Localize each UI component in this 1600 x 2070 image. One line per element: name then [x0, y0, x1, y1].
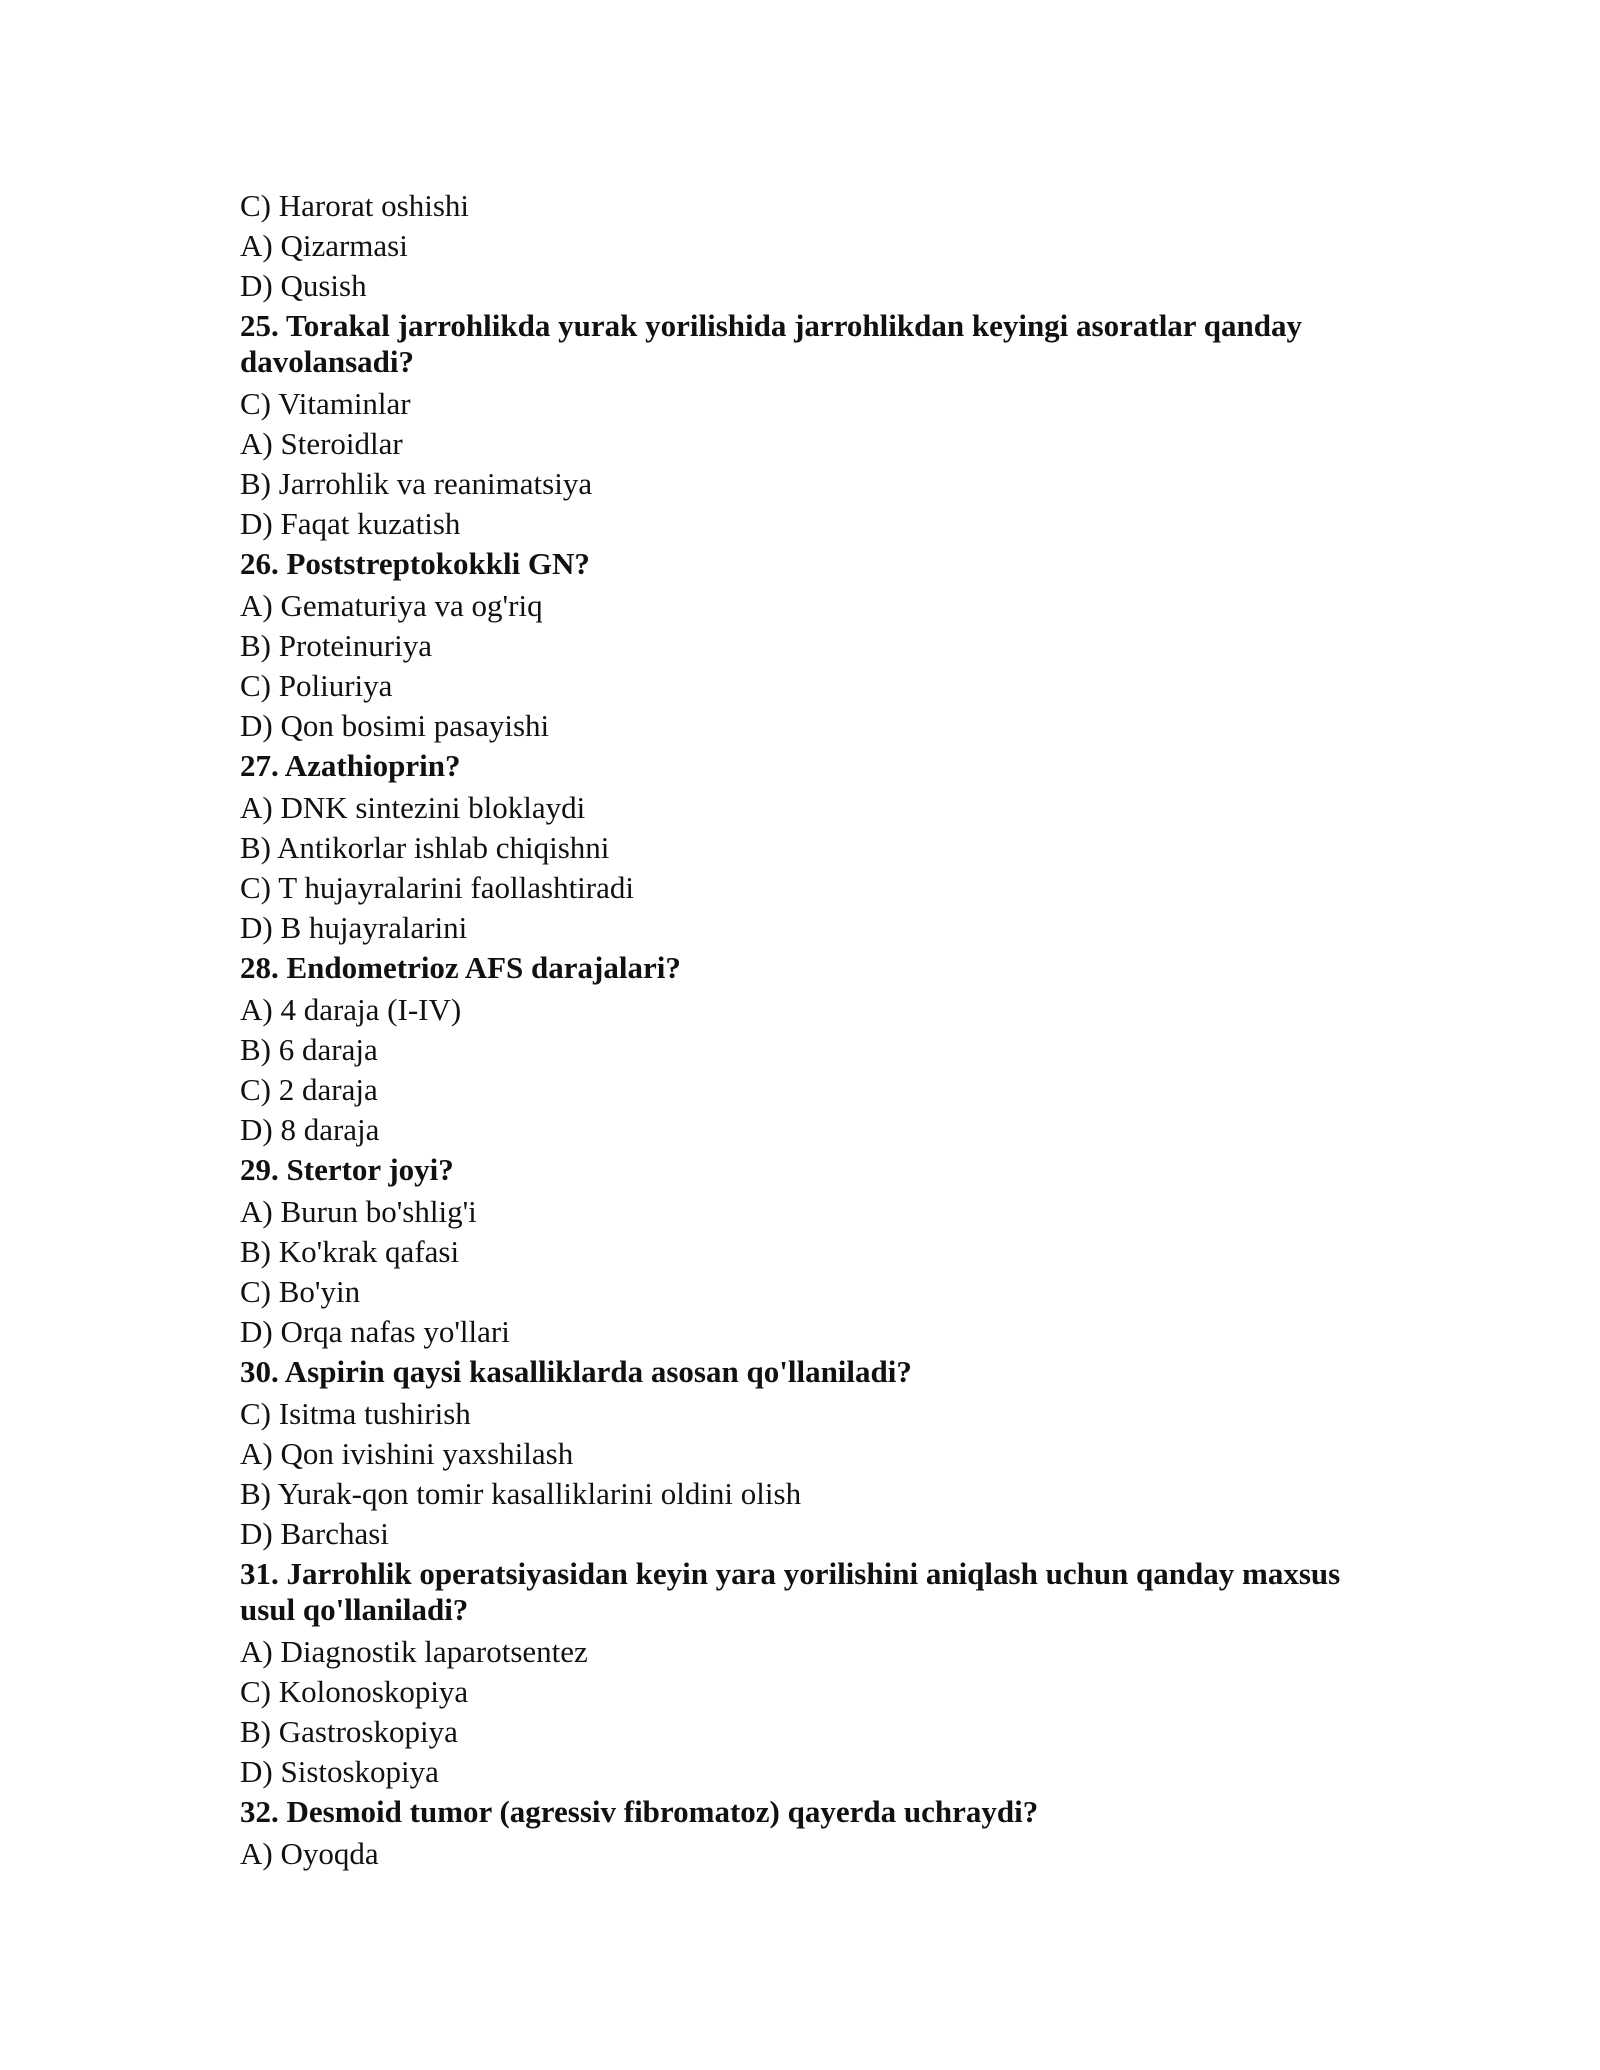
quiz-content — [240, 186, 1390, 1874]
answer-option: C) Harorat oshishi — [240, 188, 470, 223]
question-heading: 29. Stertor joyi? — [240, 1152, 454, 1187]
answer-option: A) Qizarmasi — [240, 228, 408, 263]
answer-option: B) Antikorlar ishlab chiqishni — [240, 830, 610, 865]
answer-option: B) Proteinuriya — [240, 628, 432, 663]
answer-option: B) Gastroskopiya — [240, 1714, 458, 1749]
question-heading: 32. Desmoid tumor (agressiv fibromatoz) qayerda uchraydi? — [240, 1794, 1039, 1829]
answer-option: D) Qusish — [240, 268, 367, 303]
answer-option: A) Steroidlar — [240, 426, 403, 461]
answer-option: A) Oyoqda — [240, 1836, 379, 1871]
answer-option: D) Sistoskopiya — [240, 1754, 439, 1789]
answer-option: B) Ko'krak qafasi — [240, 1234, 460, 1269]
question-heading: 30. Aspirin qaysi kasalliklarda asosan qo'llaniladi? — [240, 1354, 912, 1389]
answer-option: A) 4 daraja (I-IV) — [240, 992, 462, 1027]
answer-option: C) Kolonoskopiya — [240, 1674, 469, 1709]
answer-option: A) Gematuriya va og'riq — [240, 588, 543, 623]
question-heading: 26. Poststreptokokkli GN? — [240, 546, 590, 581]
answer-option: D) 8 daraja — [240, 1112, 380, 1147]
answer-option: D) Faqat kuzatish — [240, 506, 461, 541]
answer-option: B) Yurak-qon tomir kasalliklarini oldini olish — [240, 1476, 802, 1511]
answer-option: C) Bo'yin — [240, 1274, 361, 1309]
answer-option: D) Barchasi — [240, 1516, 389, 1551]
answer-option: A) Burun bo'shlig'i — [240, 1194, 477, 1229]
question-heading: 31. Jarrohlik operatsiyasidan keyin yara yorilishini aniqlash uchun qanday maxsus usul qo'llaniladi? — [240, 1556, 1341, 1627]
answer-option: D) B hujayralarini — [240, 910, 468, 945]
question-heading: 25. Torakal jarrohlikda yurak yorilishida jarrohlikdan keyingi asoratlar qanday davolansadi? — [240, 308, 1302, 379]
answer-option: B) Jarrohlik va reanimatsiya — [240, 466, 593, 501]
answer-option: C) Vitaminlar — [240, 386, 411, 421]
answer-option: C) Poliuriya — [240, 668, 393, 703]
answer-option: D) Orqa nafas yo'llari — [240, 1314, 510, 1349]
answer-option: A) Qon ivishini yaxshilash — [240, 1436, 574, 1471]
answer-option: B) 6 daraja — [240, 1032, 378, 1067]
question-heading: 28. Endometrioz AFS darajalari? — [240, 950, 681, 985]
question-heading: 27. Azathioprin? — [240, 748, 461, 783]
answer-option: A) Diagnostik laparotsentez — [240, 1634, 588, 1669]
answer-option: A) DNK sintezini bloklaydi — [240, 790, 586, 825]
answer-option: C) 2 daraja — [240, 1072, 378, 1107]
answer-option: D) Qon bosimi pasayishi — [240, 708, 550, 743]
answer-option: C) Isitma tushirish — [240, 1396, 471, 1431]
answer-option: C) T hujayralarini faollashtiradi — [240, 870, 634, 905]
